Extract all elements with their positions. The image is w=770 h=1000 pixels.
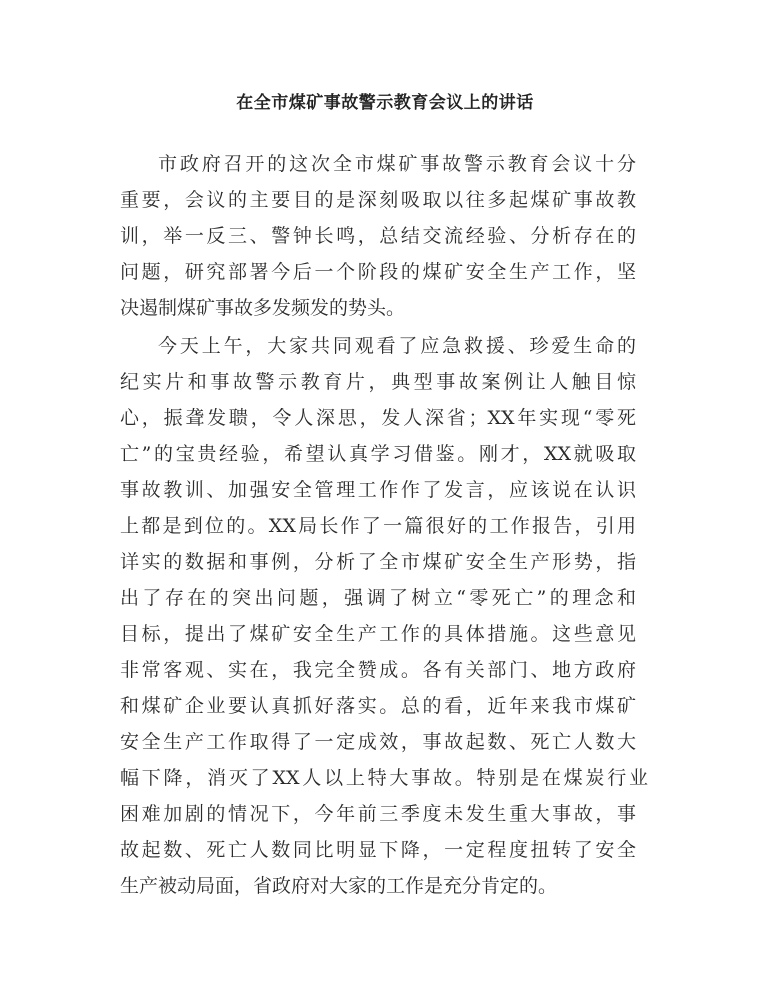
paragraph-2-line-1: 今天上午，大家共同观看了应急救援、珍爱生命的 (158, 335, 636, 357)
paragraph-2-line-7: 详实的数据和事例，分析了全市煤矿安全生产形势，指 (120, 551, 636, 573)
paragraph-2-line-8: 出了存在的突出问题，强调了树立“零死亡”的理念和 (120, 587, 636, 609)
paragraph-2-line-16: 生产被动局面，省政府对大家的工作是充分肯定的。 (120, 875, 558, 897)
paragraph-2-line-11: 和煤矿企业要认真抓好落实。总的看，近年来我市煤矿 (120, 695, 636, 717)
paragraph-2-line-13: 幅下降，消灭了XX人以上特大事故。特别是在煤炭行业 (120, 767, 648, 789)
paragraph-1-line-4: 问题，研究部署今后一个阶段的煤矿安全生产工作，坚 (120, 261, 636, 283)
document-title: 在全市煤矿事故警示教育会议上的讲话 (236, 93, 534, 113)
paragraph-1-line-5: 决遏制煤矿事故多发频发的势头。 (120, 297, 406, 319)
paragraph-2-line-10: 非常客观、实在，我完全赞成。各有关部门、地方政府 (120, 659, 636, 681)
paragraph-2-line-4: 亡”的宝贵经验，希望认真学习借鉴。刚才，XX就吸取 (120, 443, 636, 465)
paragraph-2-line-15: 故起数、死亡人数同比明显下降，一定程度扭转了安全 (120, 839, 636, 861)
paragraph-1-line-3: 训，举一反三、警钟长鸣，总结交流经验、分析存在的 (120, 225, 636, 247)
paragraph-2-line-9: 目标，提出了煤矿安全生产工作的具体措施。这些意见 (120, 623, 636, 645)
paragraph-2-line-12: 安全生产工作取得了一定成效，事故起数、死亡人数大 (120, 731, 636, 753)
paragraph-2-line-2: 纪实片和事故警示教育片，典型事故案例让人触目惊 (120, 371, 636, 393)
paragraph-2-line-3: 心，振聋发聩，令人深思，发人深省；XX年实现“零死 (120, 407, 636, 429)
paragraph-2-line-14: 困难加剧的情况下，今年前三季度未发生重大事故，事 (120, 803, 636, 825)
paragraph-1-line-1: 市政府召开的这次全市煤矿事故警示教育会议十分 (158, 153, 636, 175)
paragraph-2-line-5: 事故教训、加强安全管理工作作了发言，应该说在认识 (120, 479, 636, 501)
paragraph-1-line-2: 重要，会议的主要目的是深刻吸取以往多起煤矿事故教 (120, 189, 636, 211)
paragraph-2-line-6: 上都是到位的。XX局长作了一篇很好的工作报告，引用 (120, 515, 636, 537)
